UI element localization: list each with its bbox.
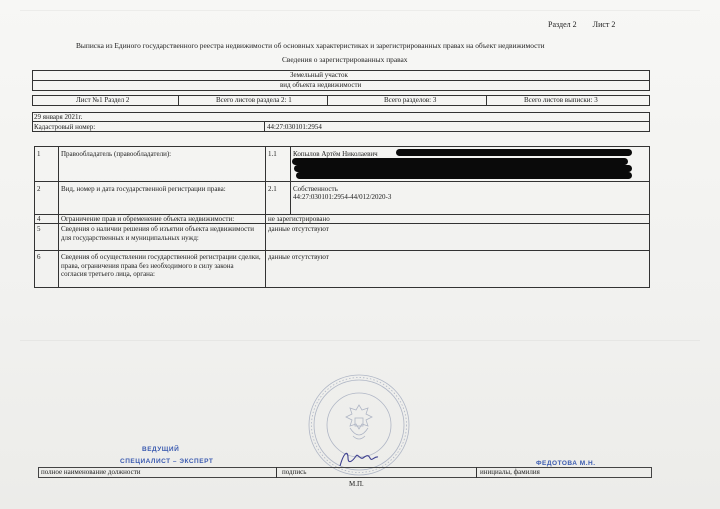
row-label: Сведения о наличии решения об изъятии объекта недвижимости для государственных и муниципальных нужд: bbox=[61, 225, 255, 242]
divider bbox=[290, 146, 291, 214]
divider bbox=[32, 121, 650, 122]
name-caption: инициалы, фамилия bbox=[480, 468, 540, 476]
cadastral-block bbox=[32, 112, 650, 132]
section-label: Раздел 2 bbox=[548, 20, 577, 29]
registration-number: 44:27:030101:2954-44/012/2020-3 bbox=[293, 193, 392, 201]
signature-caption: подпись bbox=[282, 468, 307, 476]
page-corner bbox=[548, 20, 615, 29]
row-sub-number: 1.1 bbox=[268, 150, 277, 158]
object-kind-caption: вид объекта недвижимости bbox=[280, 81, 362, 89]
row-label: Вид, номер и дата государственной регистрации права: bbox=[61, 185, 226, 193]
document-subtitle: Сведения о зарегистрированных правах bbox=[282, 55, 408, 64]
redaction-bar bbox=[294, 165, 632, 172]
row-number: 5 bbox=[37, 225, 41, 233]
stamp-name: ФЕДОТОВА М.Н. bbox=[536, 460, 596, 467]
rights-holder: Копылов Артём Николаевич bbox=[293, 150, 378, 158]
stamp-position-line2: СПЕЦИАЛИСТ – ЭКСПЕРТ bbox=[120, 458, 214, 465]
row-label: Ограничение прав и обременение объекта недвижимости: bbox=[61, 215, 235, 223]
scan-artifact bbox=[20, 10, 700, 11]
object-kind-value: Земельный участок bbox=[290, 71, 348, 79]
divider bbox=[34, 181, 650, 182]
divider bbox=[58, 146, 59, 288]
sheets-in-section: Всего листов раздела 2: 1 bbox=[216, 96, 292, 104]
position-caption: полное наименование должности bbox=[41, 468, 141, 476]
row-value: не зарегистрировано bbox=[268, 215, 330, 223]
cadastral-value: 44:27:030101:2954 bbox=[267, 123, 322, 131]
row-value: данные отсутствуют bbox=[268, 253, 329, 261]
extract-date: 29 января 2021г. bbox=[34, 113, 83, 121]
document-title: Выписка из Единого государственного реестра недвижимости об основных характеристиках и зарегистрированных правах на объект недвижимости bbox=[76, 41, 545, 50]
row-number: 6 bbox=[37, 253, 41, 261]
row-number: 2 bbox=[37, 185, 41, 193]
row-number: 1 bbox=[37, 150, 41, 158]
divider bbox=[486, 95, 487, 106]
row-sub-number: 2.1 bbox=[268, 185, 277, 193]
row-label: Правообладатель (правообладатели): bbox=[61, 150, 172, 158]
stamp-position-line1: ВЕДУЩИЙ bbox=[142, 446, 180, 453]
row-number: 4 bbox=[37, 215, 41, 223]
divider bbox=[264, 121, 265, 132]
divider bbox=[265, 146, 266, 288]
divider bbox=[276, 467, 277, 478]
sheet-number: Лист №1 Раздел 2 bbox=[76, 96, 130, 104]
redaction-bar bbox=[292, 158, 628, 165]
row-label: Сведения об осуществлении государственной регистрации сделки, права, ограничения права без необходимого в силу закона согласия третьего лица, органа: bbox=[61, 253, 261, 278]
divider bbox=[34, 250, 650, 251]
sheet-label: Лист 2 bbox=[592, 20, 616, 29]
sheets-total: Всего листов выписки: 3 bbox=[524, 96, 598, 104]
divider bbox=[327, 95, 328, 106]
sections-total: Всего разделов: 3 bbox=[384, 96, 437, 104]
divider bbox=[178, 95, 179, 106]
redaction-bar bbox=[396, 149, 632, 156]
scan-artifact bbox=[20, 340, 700, 341]
seal-place-mark: М.П. bbox=[349, 480, 364, 488]
row-value: данные отсутствуют bbox=[268, 225, 329, 233]
divider bbox=[476, 467, 477, 478]
redaction-bar bbox=[296, 172, 632, 179]
right-type: Собственность bbox=[293, 185, 338, 193]
cadastral-label: Кадастровый номер: bbox=[34, 123, 96, 131]
